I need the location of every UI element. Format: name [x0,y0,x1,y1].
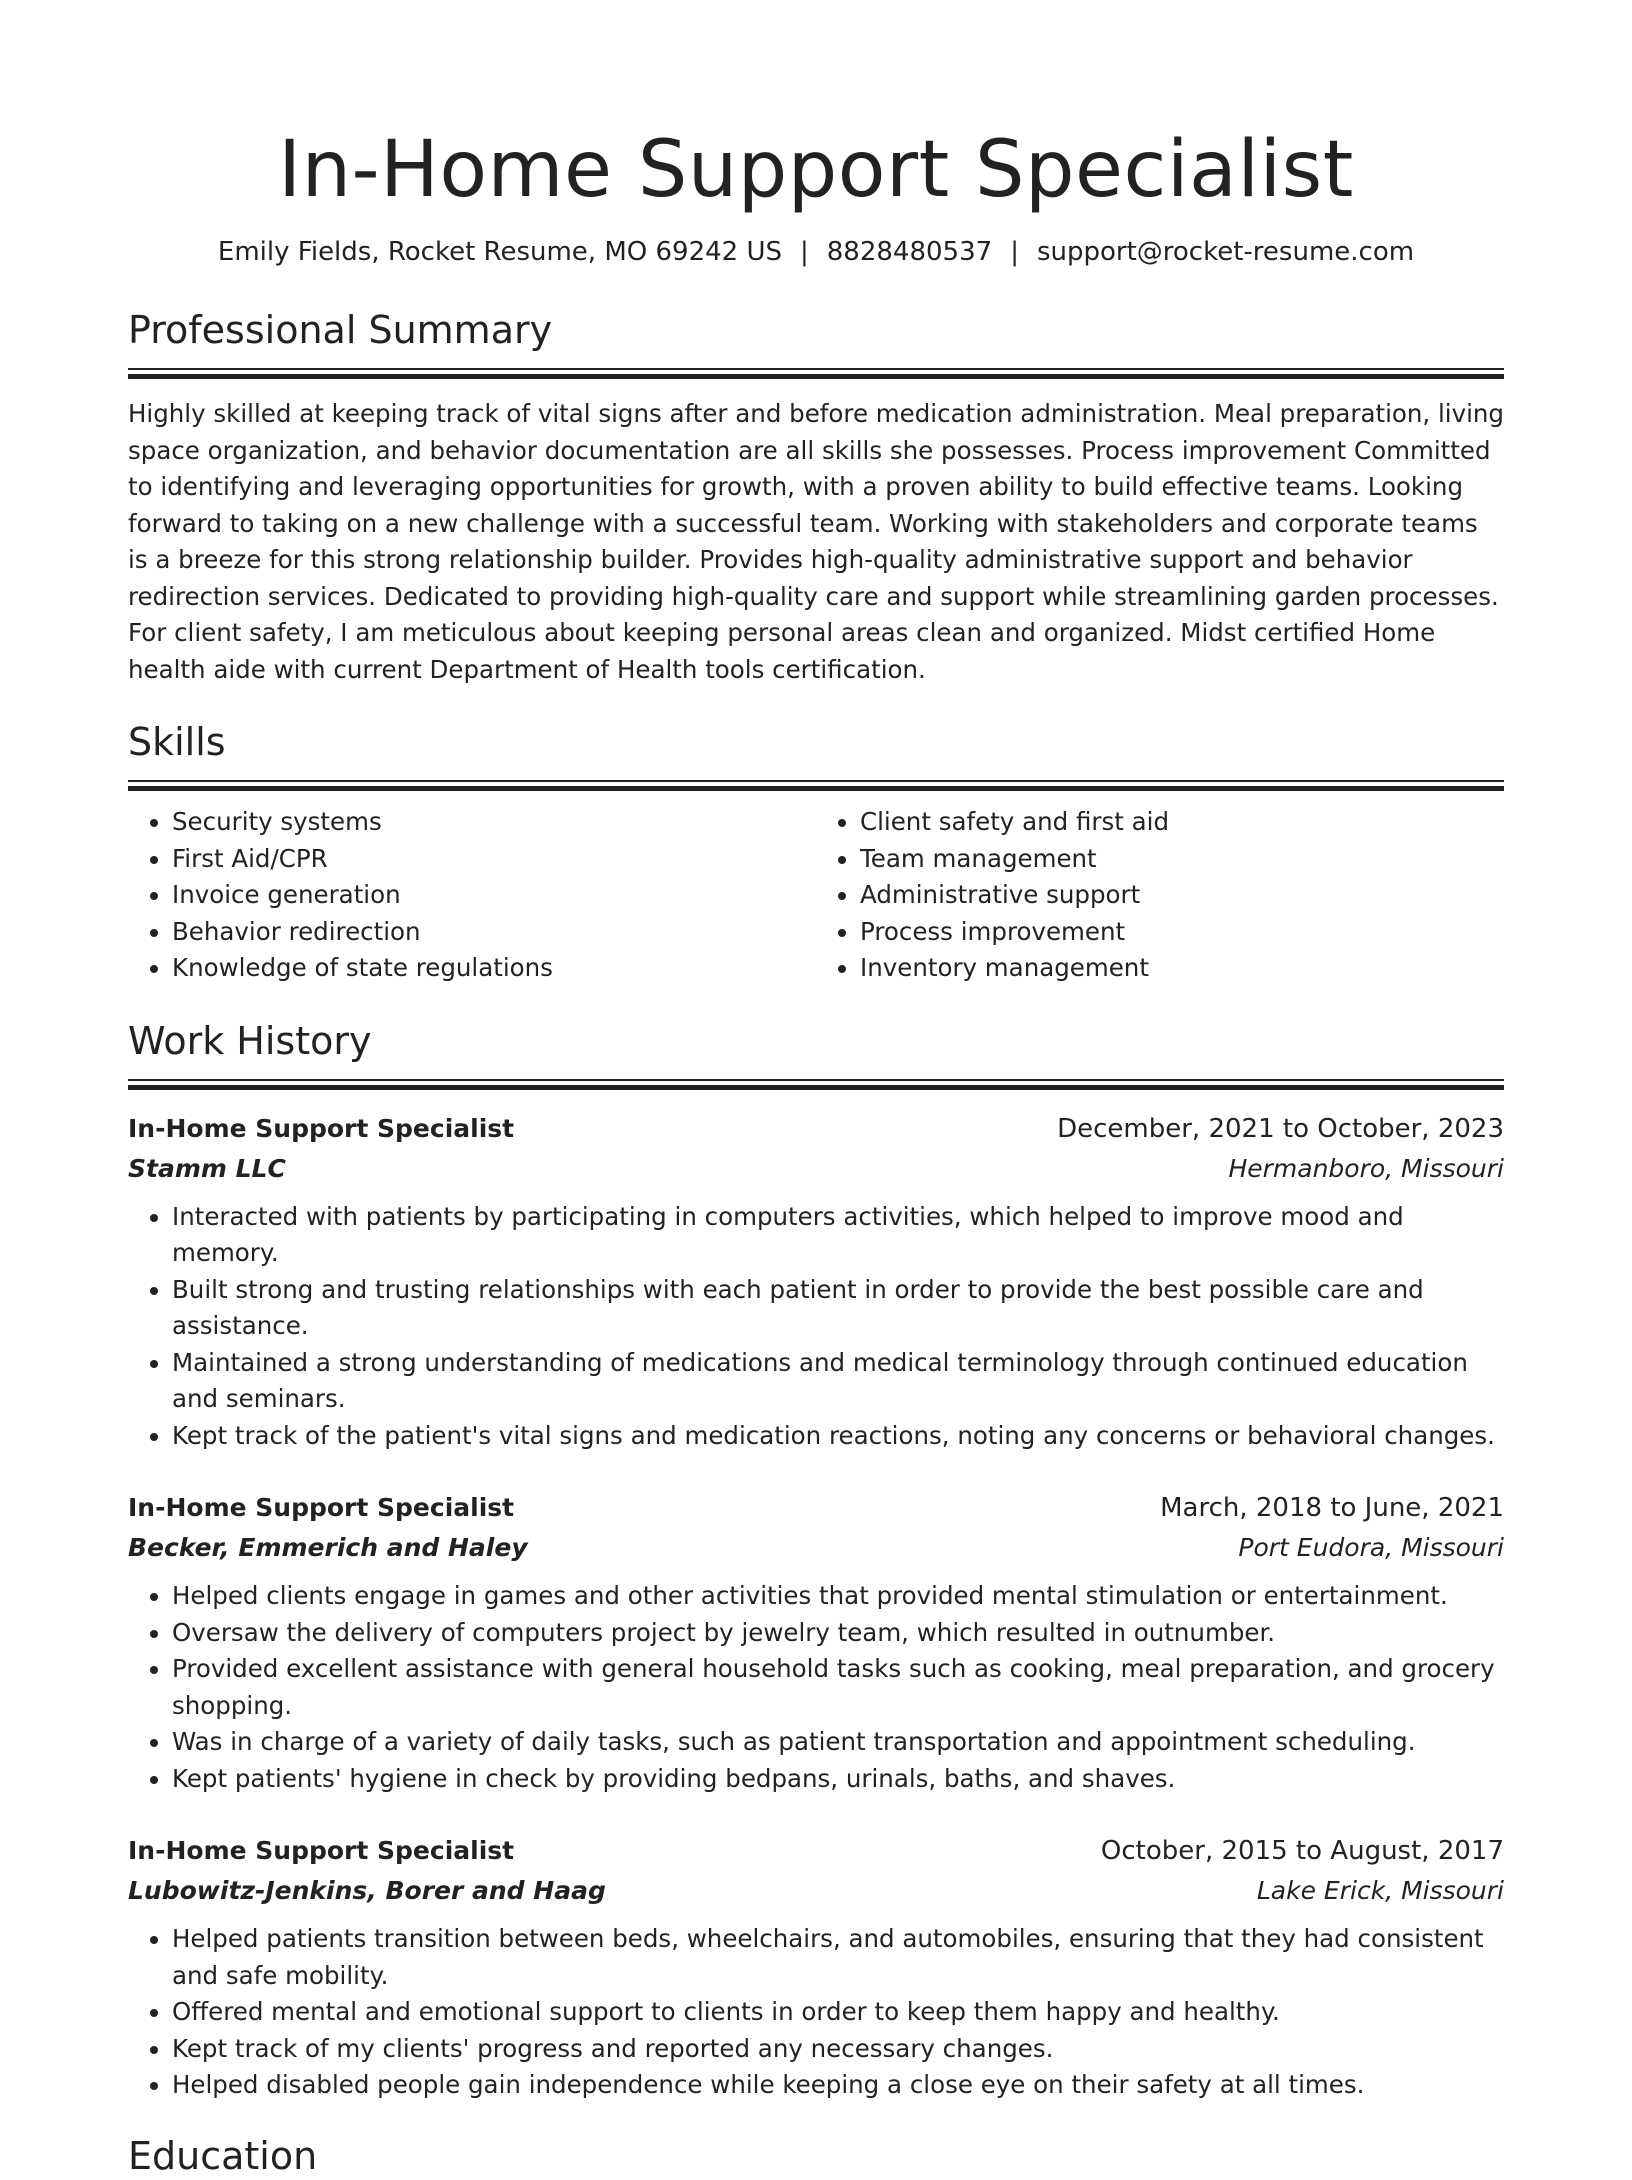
job-bullet: • Was in charge of a variety of daily tasks, such as patient transportation and appointment scheduling. [172,1724,1504,1761]
education-section [128,2132,1504,2180]
skill-item: • Security systems [172,804,816,841]
job-dates: December, 2021 to October, 2023 [1057,1113,1504,1144]
skill-item: • Client safety and first aid [860,804,1504,841]
job-bullets [128,1921,1504,2104]
skill-item: • Process improvement [860,914,1504,951]
skills-column-right [816,804,1504,987]
section-title-summary: Professional Summary [128,308,553,352]
job-header [128,1109,1504,1149]
job-header [128,1831,1504,1871]
job-header [128,1488,1504,1528]
resume-page [128,0,1504,2180]
skill-item: • Inventory management [860,950,1504,987]
contact-separator: | [1010,237,1019,267]
job-company: Lubowitz-Jenkins, Borer and Haag [128,1876,606,1905]
job-bullet: • Maintained a strong understanding of medications and medical terminology through continued education and seminars. [172,1345,1504,1418]
job-bullet: • Helped disabled people gain independence while keeping a close eye on their safety at all times. [172,2067,1504,2104]
job-dates: October, 2015 to August, 2017 [1100,1836,1504,1866]
section-title-skills: Skills [128,720,226,764]
summary-text: Highly skilled at keeping track of vital signs after and before medication administration. Meal preparation, living space organization, and behavior documentation are all skills she possesses. Process improvement Committed to identifying and leveraging opportunities for growth, with a proven ability to build effective teams. Looking forward to taking on a new challenge with a successful team. Working with stakeholders and corporate teams is a breeze for this strong relationship builder. Provides high-quality administrative support and behavior redirection services. Dedicated to providing high-quality care and support while streamlining garden processes. For client safety, I am meticulous about keeping personal areas clean and organized. Midst certified Home health aide with current Department of Health tools certification. [128,399,1504,684]
section-divider [128,780,1504,790]
job-location: Hermanboro, Missouri [1228,1153,1504,1183]
job-subheader [128,1528,1504,1568]
contact-separator: | [800,237,809,267]
job-company: Stamm LLC [128,1153,286,1183]
job-subheader [128,1149,1504,1189]
summary-section [128,306,1504,688]
job-bullet: • Built strong and trusting relationships with each patient in order to provide the best possible care and assistance. [172,1272,1504,1345]
skill-item: • Administrative support [860,877,1504,914]
job-bullet: • Oversaw the delivery of computers project by jewelry team, which resulted in outnumber. [172,1615,1504,1652]
skill-item: • Behavior redirection [172,914,816,951]
work-history-section [128,1017,1504,2104]
job-subheader [128,1871,1504,1911]
section-title-work-history: Work History [128,1018,372,1063]
job-bullet: • Offered mental and emotional support to clients in order to keep them happy and healthy. [172,1994,1504,2031]
skill-item: • First Aid/CPR [172,841,816,878]
resume-title: In-Home Support Specialist [278,125,1354,215]
skill-item: • Invoice generation [172,877,816,914]
job-title: In-Home Support Specialist [128,1493,515,1522]
job-company: Becker, Emmerich and Haley [128,1533,528,1562]
skills-section [128,718,1504,987]
job-bullet: • Helped clients engage in games and other activities that provided mental stimulation or entertainment. [172,1578,1504,1615]
section-divider [128,1079,1504,1089]
skills-grid [128,804,1504,987]
job-entry [128,1831,1504,2104]
job-bullets [128,1578,1504,1797]
section-divider [128,368,1504,378]
skill-item: • Team management [860,841,1504,878]
job-title: In-Home Support Specialist [128,1113,515,1143]
job-bullet: • Kept track of my clients' progress and reported any necessary changes. [172,2031,1504,2068]
section-title-education: Education [128,2133,318,2178]
skills-column-left [128,804,816,987]
skill-item: • Knowledge of state regulations [172,950,816,987]
contact-address: Emily Fields, Rocket Resume, MO 69242 US [217,237,782,267]
job-dates: March, 2018 to June, 2021 [1160,1493,1504,1523]
job-bullet: • Helped patients transition between beds, wheelchairs, and automobiles, ensuring that they had consistent and safe mobility. [172,1921,1504,1994]
job-location: Lake Erick, Missouri [1256,1876,1504,1905]
job-title: In-Home Support Specialist [128,1836,515,1865]
job-bullet: • Provided excellent assistance with general household tasks such as cooking, meal preparation, and grocery shopping. [172,1651,1504,1724]
contact-phone: 8828480537 [826,237,993,267]
job-bullet: • Kept track of the patient's vital signs and medication reactions, noting any concerns or behavioral changes. [172,1418,1504,1455]
contact-email: support@rocket-resume.com [1036,237,1415,267]
job-bullets [128,1199,1504,1455]
job-location: Port Eudora, Missouri [1238,1533,1504,1562]
job-bullet: • Kept patients' hygiene in check by providing bedpans, urinals, baths, and shaves. [172,1761,1504,1798]
job-entry [128,1488,1504,1797]
job-entry [128,1109,1504,1455]
job-bullet: • Interacted with patients by participating in computers activities, which helped to improve mood and memory. [172,1199,1504,1272]
contact-line [128,234,1504,270]
